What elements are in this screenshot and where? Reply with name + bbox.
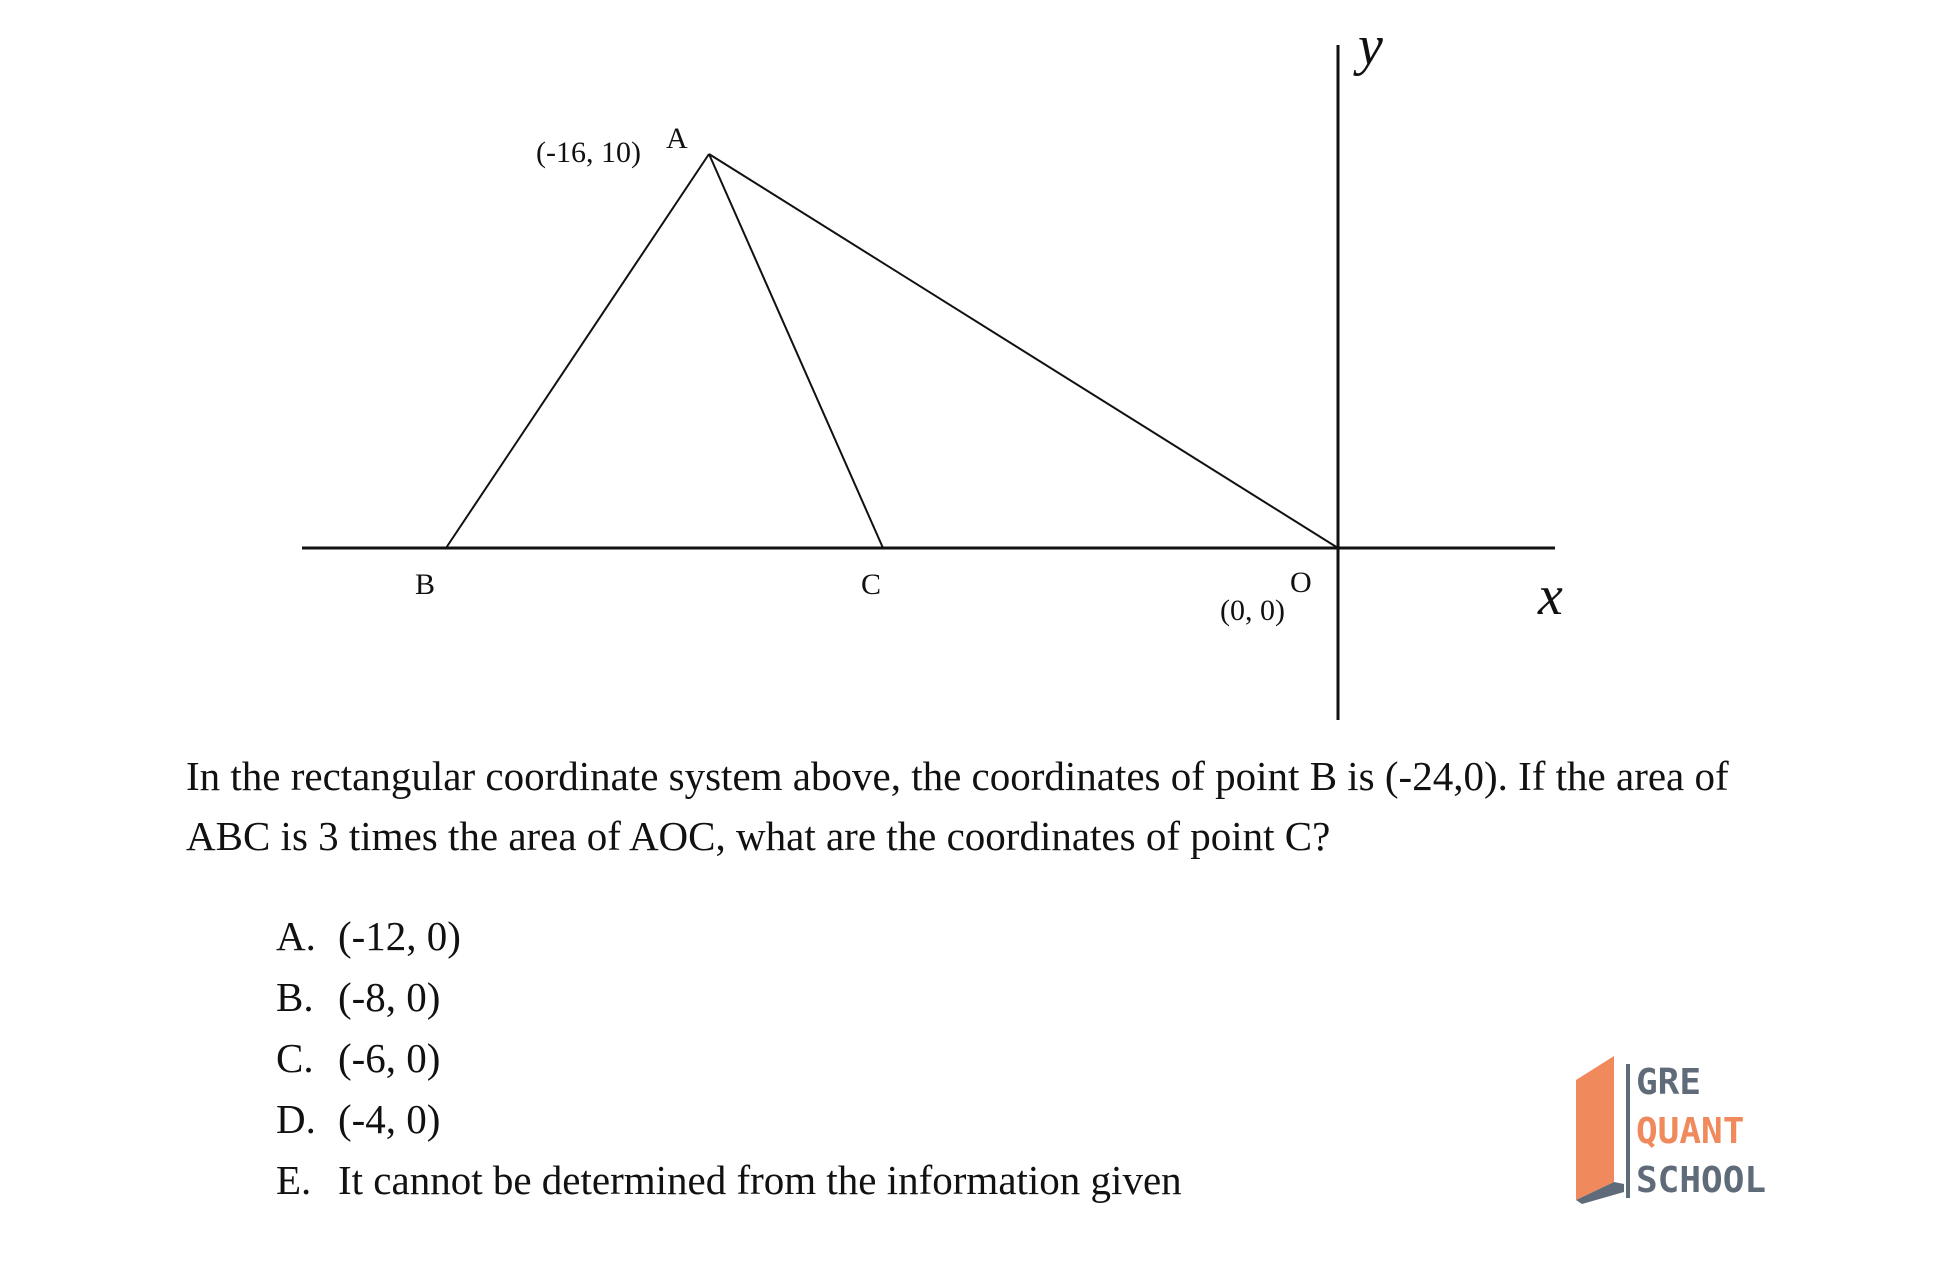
logo-line-quant: QUANT — [1636, 1111, 1745, 1152]
choice-letter: E. — [276, 1157, 312, 1203]
segment-ab — [446, 154, 709, 548]
choice-text: (-12, 0) — [338, 913, 461, 959]
point-o-label: O — [1290, 566, 1312, 599]
choice-b[interactable] — [276, 967, 1182, 1028]
choice-text: (-8, 0) — [338, 974, 441, 1020]
choice-a[interactable] — [276, 906, 1182, 967]
question-text: In the rectangular coordinate system above, the coordinates of point B is (-24,0). If the area of ABC is 3 times the area of AOC, what are the coordinates of point C? — [186, 753, 1729, 859]
logo-line-gre: GRE — [1636, 1062, 1702, 1103]
point-a-label: A — [666, 122, 688, 155]
x-axis-label: x — [1538, 565, 1563, 627]
choice-letter: C. — [276, 1035, 314, 1081]
choice-text: It cannot be determined from the information given — [338, 1157, 1182, 1203]
choice-letter: A. — [276, 913, 316, 959]
logo-line-school: SCHOOL — [1636, 1160, 1767, 1201]
point-b-label: B — [415, 568, 436, 601]
segment-ac — [709, 154, 883, 548]
choice-c[interactable] — [276, 1028, 1182, 1089]
choice-text: (-6, 0) — [338, 1035, 441, 1081]
choice-letter: B. — [276, 974, 314, 1020]
choice-text: (-4, 0) — [338, 1096, 441, 1142]
choice-letter: D. — [276, 1096, 316, 1142]
gre-quant-school-logo — [1566, 1054, 1796, 1204]
point-o-coord: (0, 0) — [1220, 594, 1285, 627]
choice-e[interactable] — [276, 1150, 1182, 1211]
y-axis-label: y — [1358, 15, 1383, 77]
logo-divider — [1626, 1064, 1630, 1198]
point-c-label: C — [861, 568, 882, 601]
answer-choices — [276, 906, 1182, 1211]
segment-ao — [709, 154, 1338, 548]
point-a-coord: (-16, 10) — [536, 136, 641, 169]
logo-book-icon — [1576, 1056, 1614, 1200]
choice-d[interactable] — [276, 1089, 1182, 1150]
